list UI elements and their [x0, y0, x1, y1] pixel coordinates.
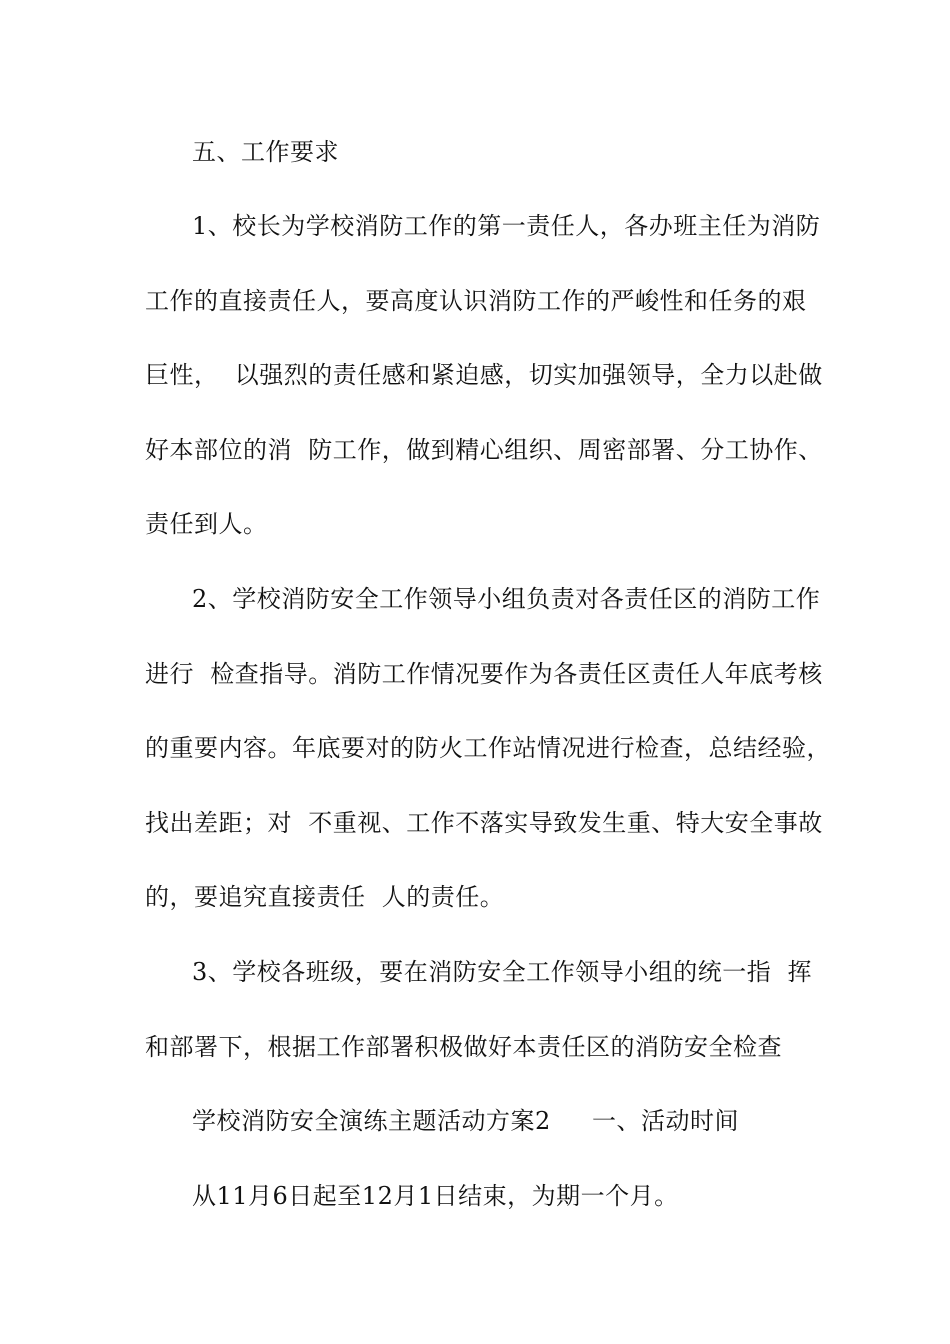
paragraph-2-line-3: 的重要内容。年底要对的防火工作站情况进行检查，总结经验，: [145, 734, 831, 762]
paragraph-1-line-4: 好本部位的消 防工作，做到精心组织、周密部署、分工协作、: [145, 436, 823, 464]
paragraph-3-line-2: 和部署下，根据工作部署积极做好本责任区的消防安全检查: [145, 1033, 782, 1061]
activity-heading: 一、活动时间: [592, 1107, 739, 1135]
plan-title: 学校消防安全演练主题活动方案2: [192, 1107, 551, 1135]
paragraph-1-line-5: 责任到人。: [145, 510, 268, 538]
paragraph-1-line-1: 1、校长为学校消防工作的第一责任人，各办班主任为消防: [192, 212, 821, 240]
paragraph-1-line-3: 巨性， 以强烈的责任感和紧迫感，切实加强领导，全力以赴做: [145, 361, 823, 389]
paragraph-2-line-2: 进行 检查指导。消防工作情况要作为各责任区责任人年底考核: [145, 660, 823, 688]
paragraph-2-line-5: 的，要追究直接责任 人的责任。: [145, 883, 505, 911]
activity-time: 从11月6日起至12月1日结束，为期一个月。: [192, 1182, 679, 1210]
paragraph-3-line-1: 3、学校各班级，要在消防安全工作领导小组的统一指 挥: [192, 958, 813, 986]
paragraph-2-line-4: 找出差距；对 不重视、工作不落实导致发生重、特大安全事故: [145, 809, 823, 837]
paragraph-2-line-1: 2、学校消防安全工作领导小组负责对各责任区的消防工作: [192, 585, 821, 613]
paragraph-1-line-2: 工作的直接责任人，要高度认识消防工作的严峻性和任务的艰: [145, 287, 807, 315]
section-heading: 五、工作要求: [192, 138, 339, 166]
